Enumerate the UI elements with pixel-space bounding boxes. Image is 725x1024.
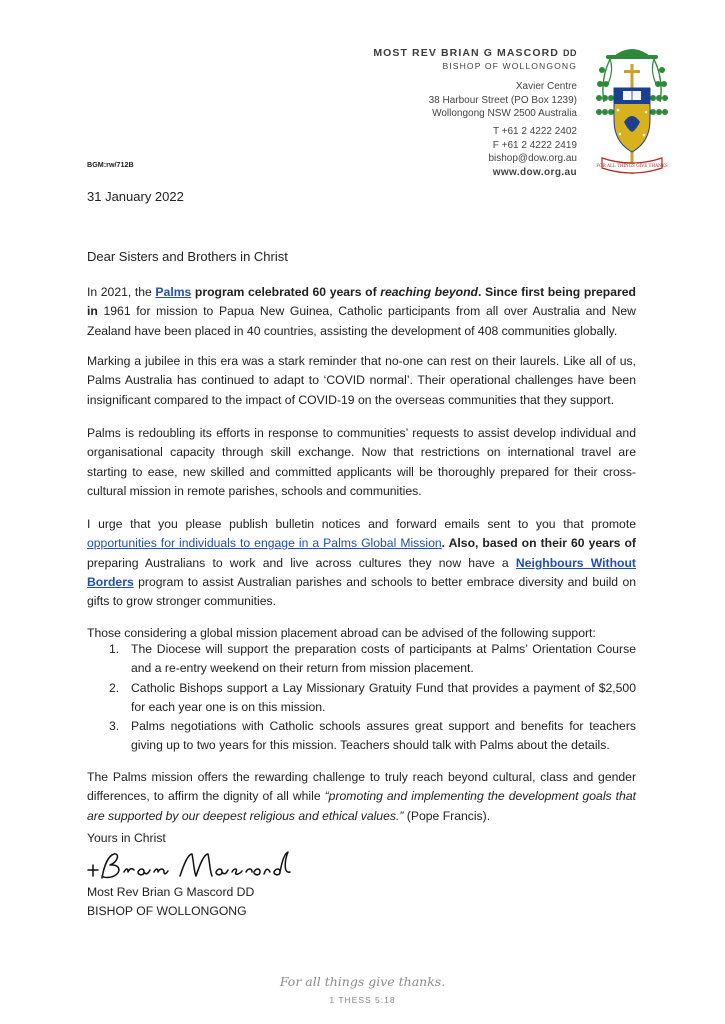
text-run: In 2021, the xyxy=(87,285,156,299)
text-run: (Pope Francis). xyxy=(403,808,491,823)
list-item-text: The Diocese will support the preparation costs of participants at Palms’ Orientation Course and a re-entry weekend on their return from mission placement. xyxy=(131,642,636,676)
email-address[interactable]: bishop@dow.org.au xyxy=(488,153,577,165)
bold-run xyxy=(313,285,482,299)
global-mission-link[interactable]: opportunities for individuals to engage in a Palms Global Mission xyxy=(87,536,442,551)
neighbours-without-borders-link[interactable]: Neighbours Without Borders xyxy=(87,555,636,589)
list-number: 1. xyxy=(109,642,120,656)
list-item xyxy=(87,717,636,756)
paragraph-palms-anniversary xyxy=(87,283,636,341)
support-list xyxy=(87,640,636,756)
reference-code: BGM:rw/712B xyxy=(87,160,134,169)
bold-run: Since first being prepared in xyxy=(87,285,636,319)
letterhead-name-suffix: DD xyxy=(563,48,577,58)
paragraph-redoubling-efforts: Palms is redoubling its efforts in response to communities’ requests to assist develop individual and organisational capacity through skill exchange. Now that restrictions on international travel are starting to ease, new skilled and committed applicants will be thoroughly prepared for their cross-cultural mission in remote parishes, schools and communities. xyxy=(87,426,636,498)
phone-number: T +61 2 4222 2402 xyxy=(492,126,577,137)
address-line: 38 Harbour Street (PO Box 1239) xyxy=(428,94,577,106)
signatory-name: Most Rev Brian G Mascord DD xyxy=(87,885,255,899)
salutation: Dear Sisters and Brothers in Christ xyxy=(87,249,288,264)
paragraph-support-intro: Those considering a global mission placement abroad can be advised of the following support: xyxy=(87,626,596,640)
letterhead-name: MOST REV BRIAN G MASCORD DD xyxy=(373,47,577,59)
address-line: Wollongong NSW 2500 Australia xyxy=(432,108,577,120)
text-run: . xyxy=(441,536,449,551)
list-item-text: Palms negotiations with Catholic schools assures great support and benefits for teachers giving up to two years for this mission. Teachers should talk with Palms about the details. xyxy=(131,719,636,753)
list-item-text: Catholic Bishops support a Lay Missionary Gratuity Fund that provides a payment of $2,500 for each year one is on this mission. xyxy=(131,680,636,714)
italic-run: reaching beyond xyxy=(380,285,478,299)
handwritten-signature xyxy=(84,848,304,886)
signatory-title: BISHOP OF WOLLONGONG xyxy=(87,903,247,918)
text-run: 1961 for mission to Papua New Guinea, Catholic participants from all over Australia and New Zealand have been placed in 40 countries, assisting the development of 408 communities globally. xyxy=(87,304,636,338)
crest-banner-text: FOR ALL THINGS GIVE THANKS xyxy=(596,163,668,168)
footer-motto: For all things give thanks. xyxy=(279,974,446,989)
paragraph-urge-publish xyxy=(87,515,636,611)
signatory-block xyxy=(87,883,254,920)
text-run: I urge that you please publish bulletin notices and forward emails sent to you that promote xyxy=(87,517,636,531)
paragraph-mission-challenge xyxy=(87,768,636,826)
text-run: . xyxy=(477,285,482,299)
address-line: Xavier Centre xyxy=(515,81,577,92)
palms-link[interactable]: Palms xyxy=(155,285,192,299)
coat-of-arms-crest xyxy=(596,40,668,180)
paragraph-jubilee: Marking a jubilee in this era was a stark reminder that no-one can rest on their laurels. Like all of us, Palms Australia has continued to adapt to ‘COVID normal’. Their operational challenges have been insignificant compared to the impact of COVID-19 on the overseas communities that they support. xyxy=(87,354,636,407)
text-run: The Palms mission offers the rewarding challenge to truly reach beyond cultural, class and gender differences, to affirm the dignity of all while xyxy=(87,770,636,804)
list-number: 3. xyxy=(109,719,120,734)
pope-quote: “promoting and implementing the development goals that are supported by our deepest religious and ethical values.” xyxy=(87,789,636,823)
text-run: 60 years of xyxy=(312,285,381,299)
text-run: program to assist Australian parishes and schools to better embrace diversity and build on gifts to grow stronger communities. xyxy=(87,574,636,609)
website-link[interactable]: www.dow.org.au xyxy=(492,166,577,178)
letterhead-contact xyxy=(488,125,577,179)
list-number: 2. xyxy=(109,680,120,695)
text-run: program celebrated xyxy=(191,285,313,299)
text-run: preparing Australians to work and live across cultures they now have a xyxy=(87,555,516,570)
list-item xyxy=(87,679,636,718)
closing: Yours in Christ xyxy=(87,831,166,845)
letter-date: 31 January 2022 xyxy=(87,189,184,204)
footer-scripture-reference: 1 THESS 5:18 xyxy=(329,995,396,1005)
fax-number: F +61 2 4222 2419 xyxy=(492,139,577,151)
list-item xyxy=(87,640,636,679)
letterhead-title: BISHOP OF WOLLONGONG xyxy=(442,61,577,71)
letterhead-address xyxy=(429,80,577,121)
bold-run: Also, based on their 60 years of xyxy=(448,536,636,551)
